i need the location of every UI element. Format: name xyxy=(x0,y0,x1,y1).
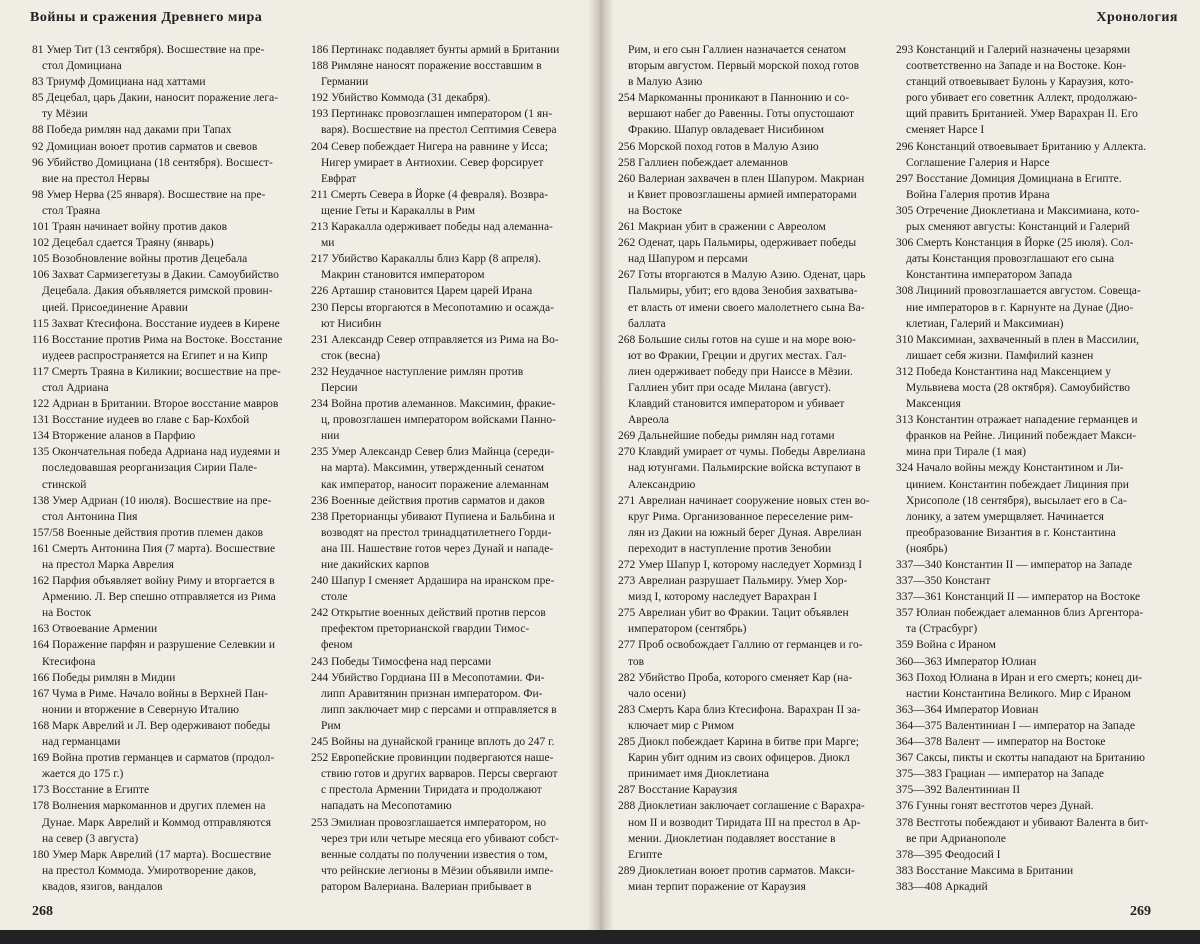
chronology-line: 226 Арташир становится Царем царей Ирана xyxy=(311,285,533,298)
chronology-line: 231 Александр Север отправляется из Рима на Во- xyxy=(311,333,559,346)
chronology-line: Фракию. Шапур овладевает Нисибином xyxy=(628,124,825,137)
chronology-line: 81 Умер Тит (13 сентября). Восшествие на пре- xyxy=(32,44,265,56)
chronology-line: 289 Диоклетиан воюет против сарматов. Макси- xyxy=(618,864,855,877)
chronology-line: 262 Оденат, царь Пальмиры, одерживает победы xyxy=(618,237,857,250)
chronology-line: щение Геты и Каракаллы в Рим xyxy=(321,204,476,217)
chronology-line: цинием. Константин побеждает Лициния при xyxy=(906,478,1129,491)
chronology-line: ние дакийских карпов xyxy=(321,559,430,571)
right-column-2 xyxy=(896,42,1178,895)
chronology-line: ние императоров в г. Карнунте на Дунае (Дио- xyxy=(906,301,1134,314)
chronology-line: 188 Римляне наносят поражение восставшим в xyxy=(311,60,542,73)
chronology-line: нии xyxy=(321,430,340,443)
chronology-line: 288 Диоклетиан заключает соглашение с Варахра- xyxy=(618,800,865,813)
chronology-line: 270 Клавдий умирает от чумы. Победы Аврелиана xyxy=(618,446,866,459)
chronology-line: 122 Адриан в Британии. Второе восстание мавров xyxy=(32,398,279,411)
chronology-line: 252 Европейские провинции подвергаются наше- xyxy=(311,752,554,765)
chronology-line: 267 Готы вторгаются в Малую Азию. Оденат, царь xyxy=(618,269,866,282)
chronology-line: ном II и возводит Тиридата III на престол в Ар- xyxy=(628,816,861,829)
chronology-line: ана III. Нашествие готов через Дунай и нападе- xyxy=(321,542,554,555)
chronology-line: 232 Неудачное наступление римлян против xyxy=(311,365,524,378)
chronology-line: Война Галерия против Ирана xyxy=(906,188,1050,201)
chronology-line: переходит в наступление против Зенобии xyxy=(628,542,832,555)
chronology-line: 383—408 Аркадий xyxy=(896,880,988,893)
chronology-line: 378—395 Феодосий I xyxy=(896,848,1001,861)
chronology-line: 161 Смерть Антонина Пия (7 марта). Восшествие xyxy=(32,542,276,555)
chronology-line: 168 Марк Аврелий и Л. Вер одерживают победы xyxy=(32,719,271,732)
chronology-line: 178 Волнения маркоманнов и других племен на xyxy=(32,800,266,813)
chronology-line: преобразование Византия в г. Константина xyxy=(906,526,1116,539)
chronology-line: 293 Констанций и Галерий назначены цезарями xyxy=(896,44,1131,56)
chronology-line: Нигер умирает в Антиохии. Север форсирует xyxy=(321,156,544,169)
chronology-line: 92 Домициан воюет против сарматов и свевов xyxy=(32,140,258,153)
chronology-line: 363—364 Император Иовиан xyxy=(896,703,1039,716)
chronology-line: лиен одерживает победу при Наиссе в Мёзии. xyxy=(628,365,853,378)
chronology-line: круг Рима. Организованное переселение рим- xyxy=(628,510,853,523)
chronology-line: чало осени) xyxy=(628,687,686,700)
chronology-line: Децебала. Дакия объявляется римской провин- xyxy=(42,285,273,298)
book-gutter xyxy=(588,0,614,944)
chronology-line: 324 Начало войны между Константином и Ли- xyxy=(896,462,1124,475)
chronology-line: 312 Победа Константина над Максенцием у xyxy=(896,365,1111,378)
chronology-line: сменяет Нарсе I xyxy=(906,124,985,137)
chronology-line: ют Нисибин xyxy=(321,317,382,330)
chronology-line: префектом преторианской гвардии Тимос- xyxy=(321,623,530,636)
chronology-line: 296 Констанций отвоевывает Британию у Аллекта. xyxy=(896,140,1147,153)
chronology-line: 173 Восстание в Египте xyxy=(32,784,150,797)
chronology-line: стол Антонина Пия xyxy=(42,510,138,523)
chronology-line: Египте xyxy=(628,848,663,861)
chronology-line: 235 Умер Александр Север близ Майнца (середи- xyxy=(311,446,555,459)
chronology-line: 245 Войны на дунайской границе вплоть до 247 г. xyxy=(311,736,555,749)
chronology-line: императором (сентябрь) xyxy=(628,623,747,636)
chronology-line: 254 Маркоманны проникают в Паннонию и со- xyxy=(618,92,850,105)
chronology-line: стинской xyxy=(42,478,87,491)
chronology-line: 167 Чума в Риме. Начало войны в Верхней Пан- xyxy=(32,687,268,700)
chronology-line: 269 Дальнейшие победы римлян над готами xyxy=(618,430,835,443)
chronology-line: 157/58 Военные действия против племен даков xyxy=(32,526,264,539)
chronology-line: 261 Макриан убит в сражении с Авреолом xyxy=(618,221,826,234)
chronology-line: ве при Адрианополе xyxy=(906,832,1006,845)
chronology-line: 360—363 Император Юлиан xyxy=(896,655,1037,668)
chronology-line: ствию готов и других варваров. Персы свергают xyxy=(321,768,558,781)
chronology-line: клетиан, Галерий и Максимиан) xyxy=(906,317,1064,330)
chronology-line: как император, наносит поражение алеманнам xyxy=(321,478,549,491)
chronology-line: 283 Смерть Кара близ Ктесифона. Варахран II за- xyxy=(618,703,861,716)
chronology-line: 131 Восстание иудеев во главе с Бар-Кохбой xyxy=(32,414,250,427)
chronology-line: 268 Большие силы готов на суше и на море вою- xyxy=(618,333,856,346)
chronology-line: Армению. Л. Вер спешно отправляется из Рима xyxy=(42,591,276,604)
chronology-line: на Восток xyxy=(42,607,92,620)
chronology-line: сток (весна) xyxy=(321,349,380,362)
chronology-line: столе xyxy=(321,591,348,604)
chronology-line: венные солдаты по получении известия о том, xyxy=(321,848,548,861)
chronology-line: щий править Британией. Умер Варахран II. Его xyxy=(906,108,1138,121)
chronology-line: нападать на Месопотамию xyxy=(321,800,452,813)
chronology-line: Галлиен убит при осаде Милана (август). xyxy=(628,381,832,394)
chronology-line: вие на престол Нервы xyxy=(42,172,150,185)
chronology-line: 193 Пертинакс провозглашен императором (1 ян- xyxy=(311,108,553,121)
chronology-line: ту Мёзии xyxy=(42,108,88,121)
chronology-line: миан терпит поражение от Караузия xyxy=(628,880,806,893)
chronology-line: ратором Валериана. Валериан прибывает в xyxy=(321,880,532,893)
left-column-1 xyxy=(32,42,304,895)
chronology-line: лян из Дакии на южный берег Дуная. Аврелиан xyxy=(628,526,862,539)
chronology-line: 135 Окончательная победа Адриана над иудеями и xyxy=(32,446,281,459)
chronology-line: 236 Военные действия против сарматов и даков xyxy=(311,494,545,507)
chronology-line: 287 Восстание Караузия xyxy=(618,784,738,797)
chronology-line: в Малую Азию xyxy=(628,76,703,89)
chronology-line: 96 Убийство Домициана (18 сентября). Восшест- xyxy=(32,156,273,169)
chronology-line: стол Адриана xyxy=(42,381,109,394)
chronology-line: последовавшая реорганизация Сирии Пале- xyxy=(42,462,258,475)
chronology-line: 313 Константин отражает нападение германцев и xyxy=(896,414,1138,427)
chronology-line: Дунае. Марк Аврелий и Коммод отправляются xyxy=(42,816,272,829)
chronology-line: 308 Лициний провозглашается августом. Совеща- xyxy=(896,285,1141,298)
right-running-head: Хронология xyxy=(1096,10,1178,25)
chronology-line: 98 Умер Нерва (25 января). Восшествие на пре- xyxy=(32,188,266,201)
chronology-line: тов xyxy=(628,655,645,668)
chronology-line: 164 Поражение парфян и разрушение Селевкии и xyxy=(32,639,275,652)
chronology-line: жается до 175 г.) xyxy=(42,768,124,781)
chronology-line: Авреола xyxy=(628,414,670,427)
chronology-line: Мульвиева моста (28 октября). Самоубийство xyxy=(906,381,1131,394)
chronology-line: 213 Каракалла одерживает победы над алеманна- xyxy=(311,221,553,234)
chronology-line: 364—378 Валент — император на Востоке xyxy=(896,736,1106,749)
chronology-line: 138 Умер Адриан (10 июля). Восшествие на пре- xyxy=(32,494,272,507)
chronology-line: варя). Восшествие на престол Септимия Севера xyxy=(321,124,557,137)
chronology-line: 364—375 Валентиниан I — император на Западе xyxy=(896,719,1136,732)
chronology-line: (ноябрь) xyxy=(906,542,948,555)
chronology-line: стол Траяна xyxy=(42,204,101,217)
chronology-line: 217 Убийство Каракаллы близ Карр (8 апреля). xyxy=(311,253,542,266)
chronology-line: 271 Аврелиан начинает сооружение новых стен во- xyxy=(618,494,870,507)
chronology-line: 192 Убийство Коммода (31 декабря). xyxy=(311,92,491,105)
chronology-line: ет власть от имени своего малолетнего сына Ва- xyxy=(628,301,865,314)
chronology-line: Максенция xyxy=(906,398,961,411)
chronology-line: 134 Вторжение аланов в Парфию xyxy=(32,430,196,443)
chronology-line: Германии xyxy=(321,76,369,89)
chronology-line: 117 Смерть Траяна в Киликии; восшествие на пре- xyxy=(32,365,281,378)
chronology-line: с престола Армении Тиридата и продолжают xyxy=(321,784,542,797)
chronology-line: лишает себя жизни. Памфилий казнен xyxy=(906,349,1094,362)
chronology-line: 211 Смерть Севера в Йорке (4 февраля). Возвра- xyxy=(311,188,549,201)
chronology-line: 337—340 Константин II — император на Западе xyxy=(896,559,1133,571)
chronology-line: Рим xyxy=(321,719,341,732)
chronology-line: 337—350 Констант xyxy=(896,575,991,588)
chronology-line: 383 Восстание Максима в Британии xyxy=(896,864,1074,877)
left-column-2 xyxy=(311,42,583,895)
chronology-line: рых сменяют августы: Констанций и Галерий xyxy=(906,221,1130,234)
chronology-line: 242 Открытие военных действий против персов xyxy=(311,607,546,620)
chronology-line: 244 Убийство Гордиана III в Месопотамии. Фи- xyxy=(311,671,545,684)
chronology-line: 376 Гунны гонят вестготов через Дунай. xyxy=(896,800,1094,813)
chronology-line: над ютунгами. Пальмирские войска вступают в xyxy=(628,462,861,475)
chronology-line: станций отвоевывает Булонь у Караузия, кото- xyxy=(906,76,1134,89)
chronology-line: 275 Аврелиан убит во Фракии. Тацит объявлен xyxy=(618,607,849,620)
chronology-line: 337—361 Констанций II — император на Востоке xyxy=(896,591,1141,604)
chronology-line: 273 Аврелиан разрушает Пальмиру. Умер Хор- xyxy=(618,575,848,588)
chronology-line: Хрисополе (18 сентября), высылает его в Са- xyxy=(906,494,1127,507)
chronology-line: вторым августом. Первый морской поход готов xyxy=(628,60,860,73)
chronology-line: 88 Победа римлян над даками при Тапах xyxy=(32,124,232,137)
chronology-line: 204 Север побеждает Нигера на равнине у Исса; xyxy=(311,140,549,153)
chronology-line: липп заключает мир с персами и отправляется в xyxy=(321,703,557,716)
chronology-line: 162 Парфия объявляет войну Риму и вторгается в xyxy=(32,575,275,588)
chronology-line: ц, провозглашен императором войсками Панно- xyxy=(321,414,556,427)
chronology-line: 238 Преторианцы убивают Пупиена и Бальбина и xyxy=(311,510,555,523)
chronology-line: на север (3 августа) xyxy=(42,832,139,845)
chronology-line: 282 Убийство Проба, которого сменяет Кар (на- xyxy=(618,671,853,684)
chronology-line: 367 Саксы, пикты и скотты нападают на Британию xyxy=(896,752,1146,765)
chronology-line: 285 Диокл побеждает Карина в битве при Марге; xyxy=(618,736,859,749)
chronology-line: что рейнские легионы в Мёзии объявили импе- xyxy=(321,864,554,877)
chronology-line: 243 Победы Тимосфена над персами xyxy=(311,655,492,668)
chronology-line: Ктесифона xyxy=(42,655,96,668)
chronology-line: 106 Захват Сармизегетузы в Дакии. Самоубийство xyxy=(32,269,279,282)
chronology-line: стол Домициана xyxy=(42,60,122,73)
chronology-line: над Шапуром и персами xyxy=(628,253,748,266)
chronology-line: 260 Валериан захвачен в плен Шапуром. Макриан xyxy=(618,172,865,185)
chronology-line: 101 Траян начинает войну против даков xyxy=(32,221,228,234)
chronology-line: 234 Война против алеманнов. Максимин, фракие- xyxy=(311,398,556,411)
chronology-line: 85 Децебал, царь Дакии, наносит поражение лега- xyxy=(32,92,279,105)
chronology-line: 102 Децебал сдается Траяну (январь) xyxy=(32,237,214,250)
chronology-line: 359 Война с Ираном xyxy=(896,639,996,652)
chronology-line: цией. Присоединение Аравии xyxy=(42,301,188,314)
right-column-1 xyxy=(618,42,890,895)
chronology-line: 116 Восстание против Рима на Востоке. Восстание xyxy=(32,333,283,346)
chronology-line: мина при Тирале (1 мая) xyxy=(906,446,1026,459)
left-running-head: Войны и сражения Древнего мира xyxy=(30,10,263,25)
chronology-line: на престол Марка Аврелия xyxy=(42,559,174,571)
chronology-line: 306 Смерть Констанция в Йорке (25 июля). Сол- xyxy=(896,237,1134,250)
chronology-line: феном xyxy=(321,639,353,652)
chronology-line: 256 Морской поход готов в Малую Азию xyxy=(618,140,819,153)
chronology-line: 378 Вестготы побеждают и убивают Валента в бит- xyxy=(896,816,1149,829)
chronology-line: 375—383 Грациан — император на Западе xyxy=(896,768,1105,781)
chronology-line: Константина императором Запада xyxy=(906,269,1073,282)
chronology-line: через три или четыре месяца его убивают собст- xyxy=(321,832,559,845)
chronology-line: 277 Проб освобождает Галлию от германцев и го- xyxy=(618,639,863,652)
chronology-line: и Квиет провозглашены армией императорами xyxy=(628,188,857,201)
chronology-line: на марта). Максимин, утвержденный сенатом xyxy=(321,462,545,475)
page-bottom-edge xyxy=(0,930,1200,944)
chronology-line: 240 Шапур I сменяет Ардашира на иранском пре- xyxy=(311,575,555,588)
chronology-line: ют во Фракии, Греции и других местах. Гал- xyxy=(628,349,847,362)
chronology-line: 163 Отвоевание Армении xyxy=(32,623,158,636)
chronology-line: Рим, и его сын Галлиен назначается сенатом xyxy=(628,44,846,56)
chronology-line: 186 Пертинакс подавляет бунты армий в Британии xyxy=(311,44,560,56)
chronology-line: Персии xyxy=(321,381,358,394)
chronology-line: Макрин становится императором xyxy=(321,269,485,282)
right-page-number: 269 xyxy=(1130,904,1151,919)
chronology-line: 375—392 Валентиниан II xyxy=(896,784,1021,797)
chronology-line: на Востоке xyxy=(628,204,682,217)
chronology-line: 305 Отречение Диоклетиана и Максимиана, кото- xyxy=(896,204,1140,217)
chronology-line: Пальмиры, убит; его вдова Зенобия захватыва- xyxy=(628,285,858,298)
chronology-line: Клавдий становится императором и убивает xyxy=(628,398,845,411)
chronology-line: 357 Юлиан побеждает алеманнов близ Аргентора- xyxy=(896,607,1144,620)
chronology-line: лонику, а затем умерщвляет. Начинается xyxy=(906,510,1104,523)
chronology-line: квадов, язигов, вандалов xyxy=(42,880,163,893)
chronology-line: 105 Возобновление войны против Децебала xyxy=(32,253,248,266)
chronology-line: ключает мир с Римом xyxy=(628,719,735,732)
chronology-line: 253 Эмилиан провозглашается императором, но xyxy=(311,816,547,829)
chronology-line: вершают набег до Равенны. Готы опустошают xyxy=(628,108,855,121)
chronology-line: 169 Война против германцев и сарматов (продол- xyxy=(32,752,275,765)
chronology-line: та (Страсбург) xyxy=(906,623,978,636)
chronology-line: Евфрат xyxy=(321,172,357,185)
chronology-line: нонии и вторжение в Северную Италию xyxy=(42,703,239,716)
chronology-line: баллата xyxy=(628,317,666,330)
chronology-line: даты Констанция провозглашают его сына xyxy=(906,253,1115,266)
chronology-line: над германцами xyxy=(42,736,121,749)
chronology-line: ми xyxy=(321,237,335,250)
chronology-line: на престол Коммода. Умиротворение даков, xyxy=(42,864,257,877)
chronology-line: 230 Персы вторгаются в Месопотамию и осажда- xyxy=(311,301,554,314)
chronology-line: Карин убит одним из своих офицеров. Диокл xyxy=(628,752,850,765)
chronology-line: настии Константина Великого. Мир с Ираном xyxy=(906,687,1131,700)
chronology-line: рого убивает его советник Аллект, продолжаю- xyxy=(906,92,1138,105)
chronology-line: 310 Максимиан, захваченный в плен в Массилии, xyxy=(896,333,1139,346)
chronology-line: Александрию xyxy=(628,478,696,491)
chronology-line: 115 Захват Ктесифона. Восстание иудеев в Кирене xyxy=(32,317,280,330)
chronology-line: 83 Триумф Домициана над хаттами xyxy=(32,76,206,89)
chronology-line: франков на Рейне. Лициний побеждает Макси- xyxy=(906,430,1137,443)
left-page-number: 268 xyxy=(32,904,53,919)
chronology-line: 180 Умер Марк Аврелий (17 марта). Восшествие xyxy=(32,848,272,861)
chronology-line: 297 Восстание Домиция Домициана в Египте. xyxy=(896,172,1122,185)
chronology-line: мении. Диоклетиан подавляет восстание в xyxy=(628,832,836,845)
chronology-line: принимает имя Диоклетиана xyxy=(628,768,769,781)
chronology-line: иудеев распространяется на Египет и на Кипр xyxy=(42,349,268,362)
chronology-line: соответственно на Западе и на Востоке. Кон- xyxy=(906,60,1127,73)
chronology-line: липп Аравитянин признан императором. Фи- xyxy=(321,687,543,700)
chronology-line: возводят на престол тринадцатилетнего Горди- xyxy=(321,526,552,539)
chronology-line: 166 Победы римлян в Мидии xyxy=(32,671,176,684)
chronology-line: 363 Поход Юлиана в Иран и его смерть; конец ди- xyxy=(896,671,1143,684)
chronology-line: 272 Умер Шапур I, которому наследует Хормизд I xyxy=(618,559,863,571)
chronology-line: 258 Галлиен побеждает алеманнов xyxy=(618,156,788,169)
chronology-line: Соглашение Галерия и Нарсе xyxy=(906,156,1050,169)
chronology-line: мизд I, которому наследует Варахран I xyxy=(628,591,818,604)
